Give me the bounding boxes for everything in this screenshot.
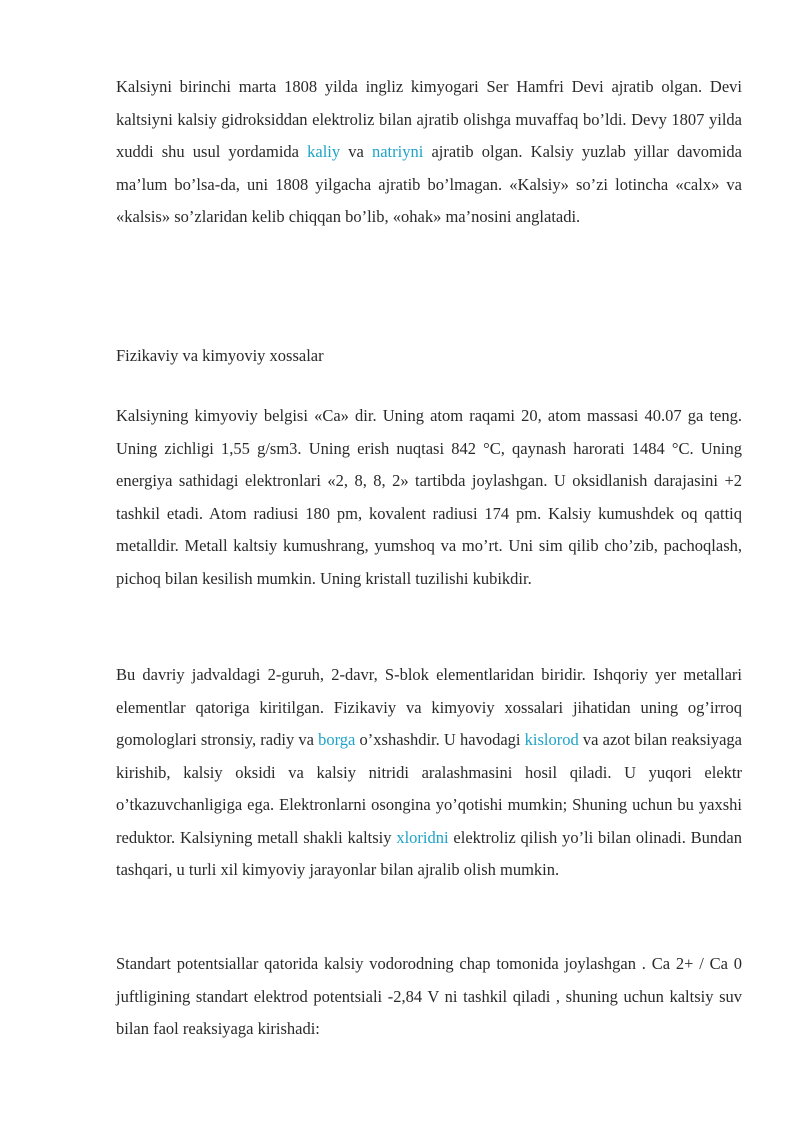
link-xloridni[interactable]: xloridni (396, 827, 449, 847)
section-heading: Fizikaviy va kimyoviy xossalar (116, 346, 324, 365)
link-kislorod[interactable]: kislorod (524, 730, 579, 749)
paragraph-text: ajratib olgan. Kalsiy yuzlab yillar davomida ma’lum bo’lsa-da, uni 1808 yilgacha ajratib bo’lmagan. «Kalsiy» so’zi lotincha «calx» va «kalsis» so’zlaridan kelib chiqqan bo’lib, «ohak» ma’nosini anglatadi. (116, 142, 743, 226)
link-kaliy[interactable]: kaliy (307, 142, 341, 161)
paragraph-text: va azot bilan reaksiyaga kirishib, kalsiy oksidi va kalsiy nitridi aralashmasini hosil qiladi. U yuqori elektr o’tkazuvchanligiga ega. Elektronlarni osongina yo’qotishi mumkin; Shuning uchun bu yaxshi reduktor. Kalsiyning metall shakli kaltsiy (116, 730, 742, 847)
paragraph-properties: Kalsiyning kimyoviy belgisi «Ca» dir. Uning atom raqami 20, atom massasi 40.07 ga teng. Uning zichligi 1,55 g/sm3. Uning erish nuqtasi 842 °C, qaynash harorati 1484 °C. Uning energiya sathidagi elektronlari «2, 8, 8, 2» tartibda joylashgan. U oksidlanish darajasini +2 tashkil etadi. Atom radiusi 180 pm, kovalent radiusi 174 pm. Kalsiy kumushdek oq qattiq metalldir. Metall kaltsiy kumushrang, yumshoq va mo’rt. Uni sim qilib cho’zib, pachoqlash, pichoq bilan kesilish mumkin. Uning kristall tuzilishi kubikdir. (116, 406, 742, 588)
paragraph-text: elektroliz qilish yo’li bilan olinadi. Bundan tashqari, u turli xil kimyoviy jarayonlar bilan ajralib olish mumkin. (116, 827, 742, 879)
link-borga[interactable]: borga (318, 730, 356, 749)
link-natriyni[interactable]: natriyni (371, 142, 424, 161)
paragraph-text: Bu davriy jadvaldagi 2-guruh, 2-davr, S-blok elementlaridan biridir. Ishqoriy yer metallari elementlar qatoriga kiritilgan. Fizikaviy va kimyoviy xossalari jihatidan uning og’irroq gomologlari stronsiy, radiy va (116, 665, 742, 749)
paragraph-text: Kalsiyni birinchi marta 1808 yilda ingliz kimyogari Ser Hamfri Devi ajratib olgan. Devi kaltsiyni kalsiy gidroksiddan elektroliz bilan ajratib olishga muvaffaq bo’ldi. Devy 1807 yilda xuddi shu usul yordamida (116, 77, 742, 161)
paragraph-potential: Standart potentsiallar qatorida kalsiy vodorodning chap tomonida joylashgan . Ca 2+ / Ca 0 juftligining standart elektrod potentsiali -2,84 V ni tashkil qiladi , shuning uchun kaltsiy suv bilan faol reaksiyaga kirishadi: (116, 954, 742, 1038)
paragraph-history (116, 71, 742, 234)
paragraph-text: o’xshashdir. U havodagi (355, 730, 525, 749)
paragraph-text: va (340, 142, 372, 161)
paragraph-periodic-table (116, 659, 742, 887)
